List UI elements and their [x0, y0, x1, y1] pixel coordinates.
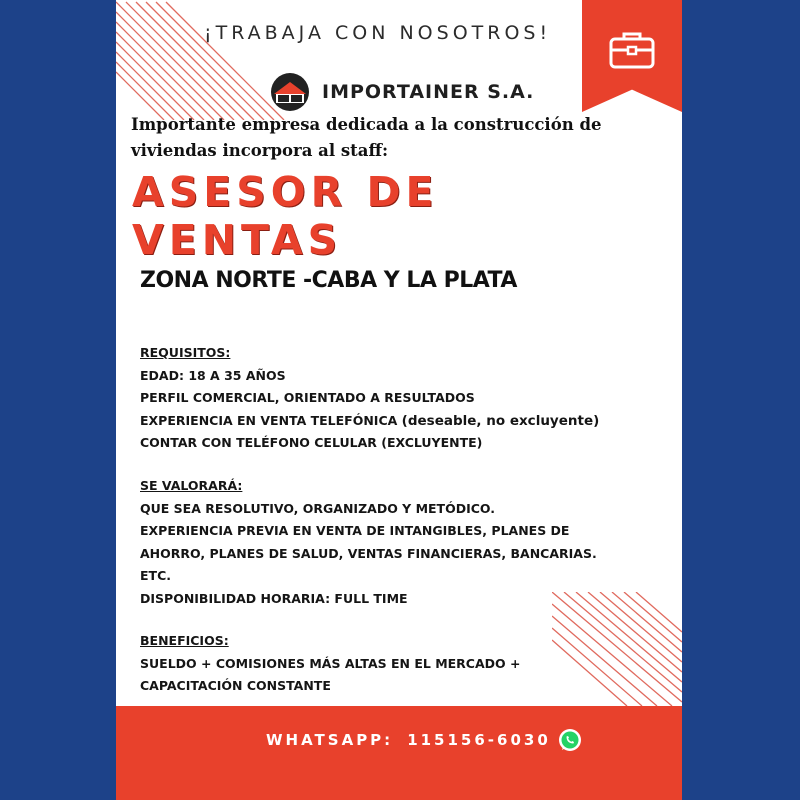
list-item: AHORRO, PLANES DE SALUD, VENTAS FINANCIERAS, BANCARIAS. [140, 545, 597, 561]
list-item: ETC. [140, 568, 171, 583]
whatsapp-number[interactable]: 115156-6030 [407, 731, 551, 749]
whatsapp-icon[interactable] [557, 727, 583, 753]
job-poster [116, 0, 682, 800]
intro-line: Importante empresa dedicada a la construcción de [131, 115, 602, 134]
list-item [140, 410, 599, 433]
section-heading: BENEFICIOS: [140, 633, 229, 648]
list-item: EXPERIENCIA PREVIA EN VENTA DE INTANGIBLES, PLANES DE [140, 523, 570, 538]
section-heading: REQUISITOS: [140, 345, 231, 360]
valorara-section [140, 475, 597, 610]
diagonal-hatch-right [552, 592, 682, 712]
job-title-line: ASESOR DE [132, 168, 439, 216]
list-item: CAPACITACIÓN CONSTANTE [140, 678, 331, 693]
list-item: QUE SEA RESOLUTIVO, ORGANIZADO Y METÓDICO. [140, 500, 496, 516]
section-heading: SE VALORARÁ: [140, 478, 243, 493]
job-title [132, 168, 652, 264]
intro-text [131, 112, 671, 164]
list-item-note: (deseable, no excluyente) [401, 412, 600, 429]
container-logo-icon [268, 72, 312, 112]
intro-line: viviendas incorpora al staff: [131, 141, 389, 160]
company-logo [268, 72, 534, 112]
whatsapp-label: WHATSAPP: [266, 731, 394, 749]
briefcase-icon [609, 30, 655, 70]
requisitos-section [140, 342, 599, 455]
job-zone: ZONA NORTE -CABA Y LA PLATA [140, 268, 517, 293]
list-item: CONTAR CON TELÉFONO CELULAR (EXCLUYENTE) [140, 435, 483, 450]
hiring-heading: ¡TRABAJA CON NOSOTROS! [204, 22, 552, 44]
contact-bar [116, 706, 682, 800]
briefcase-ribbon [582, 0, 682, 112]
job-title-line: VENTAS [132, 216, 343, 264]
list-item: DISPONIBILIDAD HORARIA: FULL TIME [140, 590, 408, 606]
whatsapp-contact[interactable] [266, 727, 583, 753]
list-item: EDAD: 18 A 35 AÑOS [140, 367, 286, 383]
company-name: IMPORTAINER S.A. [322, 81, 535, 103]
list-item-text: EXPERIENCIA EN VENTA TELEFÓNICA [140, 412, 398, 428]
list-item: PERFIL COMERCIAL, ORIENTADO A RESULTADOS [140, 390, 475, 405]
list-item: SUELDO + COMISIONES MÁS ALTAS EN EL MERCADO + [140, 655, 521, 671]
beneficios-section [140, 630, 520, 698]
